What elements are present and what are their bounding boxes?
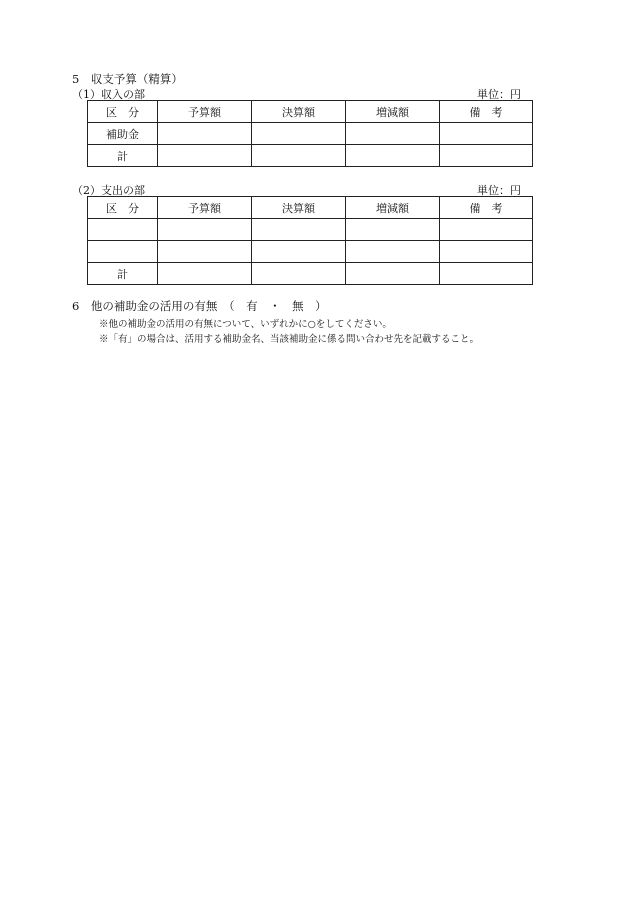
- income-title: （1）収入の部: [72, 88, 145, 101]
- table-cell: 計: [88, 263, 158, 285]
- income-unit: 単位：円: [477, 88, 521, 101]
- table-cell: [440, 123, 533, 145]
- header-cell-budget: 予算額: [158, 197, 252, 219]
- table-cell: [88, 219, 158, 241]
- table-cell: [158, 219, 252, 241]
- table-cell: [252, 219, 346, 241]
- table-cell: [346, 263, 440, 285]
- header-cell-remarks: 備 考: [440, 101, 533, 123]
- table-header-row: [88, 197, 533, 219]
- table-cell: 計: [88, 145, 158, 167]
- table-cell: [440, 241, 533, 263]
- income-table: [87, 100, 533, 167]
- table-cell: [158, 123, 252, 145]
- table-cell: [440, 219, 533, 241]
- table-cell: [346, 123, 440, 145]
- table-cell: [346, 241, 440, 263]
- header-cell-category: 区 分: [88, 197, 158, 219]
- table-cell: [158, 145, 252, 167]
- table-cell: [252, 123, 346, 145]
- table-cell: [252, 263, 346, 285]
- expense-title: （2）支出の部: [72, 184, 145, 197]
- section6-note-1: ※他の補助金の活用の有無について、いずれかに○をしてください。: [99, 319, 392, 330]
- table-row: [88, 145, 533, 167]
- header-cell-difference: 増減額: [346, 101, 440, 123]
- table-row: [88, 241, 533, 263]
- header-cell-remarks: 備 考: [440, 197, 533, 219]
- table-cell: [440, 145, 533, 167]
- section5-title: 5 収支予算（精算）: [72, 72, 183, 86]
- section6-note-2: ※「有」の場合は、活用する補助金名、当該補助金に係る問い合わせ先を記載すること。: [99, 334, 480, 345]
- section6-title: 6 他の補助金の活用の有無 （ 有 ・ 無 ）: [72, 299, 327, 313]
- table-cell: [252, 241, 346, 263]
- table-row: [88, 263, 533, 285]
- table-cell: 補助金: [88, 123, 158, 145]
- expense-table: [87, 196, 533, 285]
- table-cell: [158, 241, 252, 263]
- table-cell: [158, 263, 252, 285]
- table-cell: [252, 145, 346, 167]
- table-cell: [346, 145, 440, 167]
- table-row: [88, 123, 533, 145]
- header-cell-difference: 増減額: [346, 197, 440, 219]
- header-cell-category: 区 分: [88, 101, 158, 123]
- table-row: [88, 219, 533, 241]
- table-cell: [88, 241, 158, 263]
- expense-unit: 単位：円: [477, 184, 521, 197]
- table-header-row: [88, 101, 533, 123]
- header-cell-settlement: 決算額: [252, 197, 346, 219]
- table-cell: [440, 263, 533, 285]
- header-cell-budget: 予算額: [158, 101, 252, 123]
- header-cell-settlement: 決算額: [252, 101, 346, 123]
- table-cell: [346, 219, 440, 241]
